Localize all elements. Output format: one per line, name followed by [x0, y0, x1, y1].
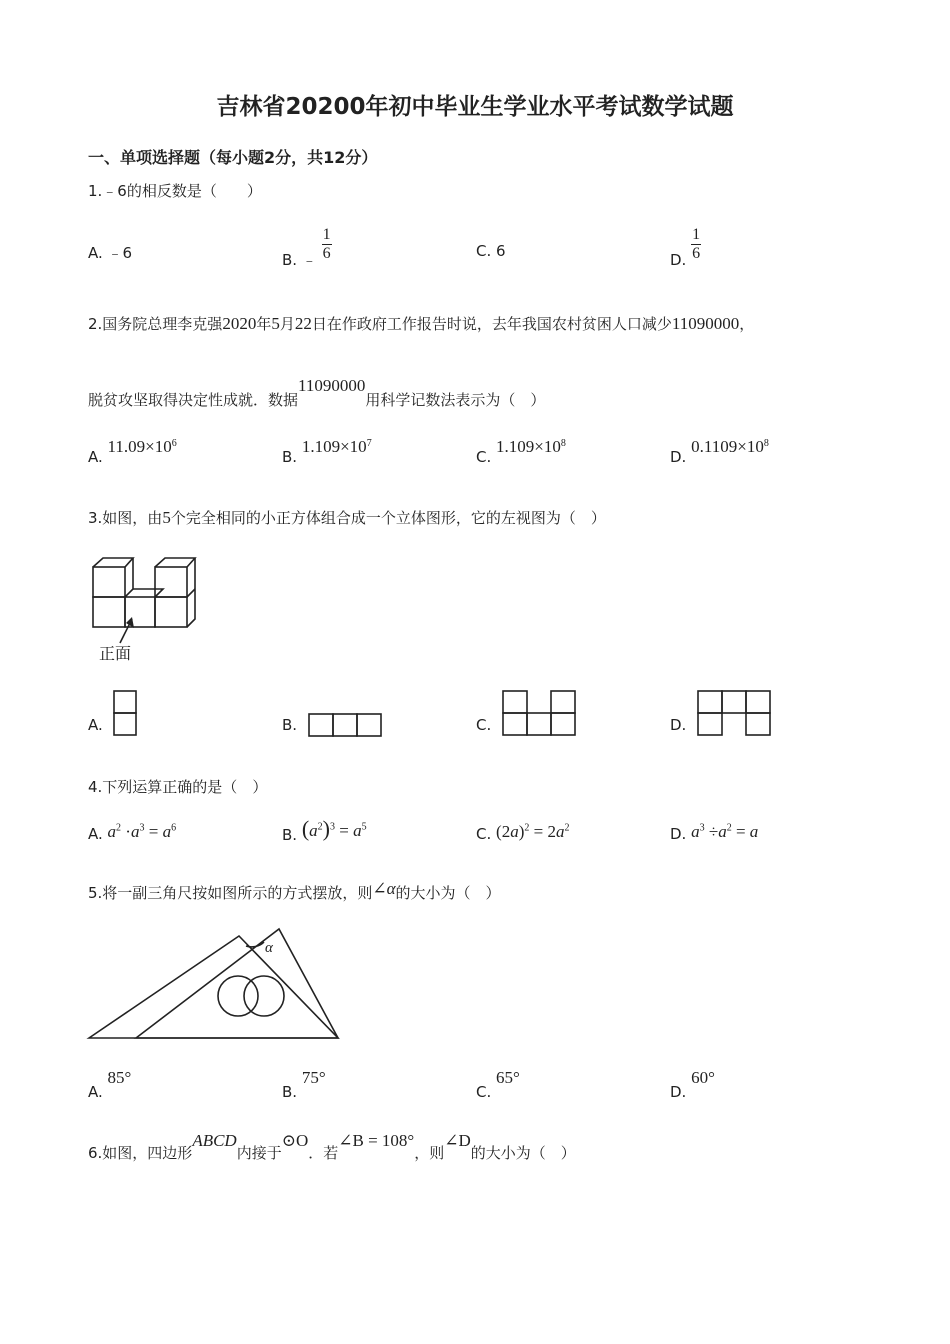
q2-stem-line1: 2.国务院总理李克强2020年5月22日在作政府工作报告时说，去年我国农村贫困人口减少11090000，	[88, 314, 755, 333]
q3-option-b-figure	[308, 713, 384, 739]
q4-option-b: B. $(a^2)^3 = a^5$	[282, 816, 367, 844]
q3-option-c-label: C.	[476, 716, 492, 734]
q5-option-a: A. 85°	[88, 1068, 132, 1101]
front-label: 正面	[99, 644, 132, 663]
q5-option-b: B. 75°	[282, 1068, 326, 1101]
q3-option-b-label: B.	[282, 716, 298, 734]
q2-option-a: A. $11.09\times 10^6$	[88, 437, 177, 466]
q1-option-b: B. ﹣ $\frac{1}{6}$	[282, 226, 331, 269]
q3-option-d-label: D.	[670, 716, 687, 734]
q1-option-c: C. 6	[476, 242, 506, 260]
q2-option-c: C. $1.109\times 10^8$	[476, 437, 566, 466]
q3-option-a-figure	[113, 690, 139, 738]
q2-option-d: D. $0.1109\times 10^8$	[670, 437, 769, 466]
q3-stem: 3.如图，由5个完全相同的小正方体组合成一个立体图形，它的左视图为（ ）	[88, 508, 606, 527]
q6-stem: 6.如图，四边形ABCD内接于⊙O．若∠B = 108°，则∠D的大小为（ ）	[88, 1131, 576, 1162]
page-title: 吉林省20200年初中毕业生学业水平考试数学试题	[216, 94, 734, 120]
q4-option-d: D. $a^3 \div a^2 = a$	[670, 822, 759, 843]
q4-option-a: A. $a^2 \cdot a^3 = a^6$	[88, 822, 177, 843]
section-heading: 一、单项选择题（每小题2分，共12分）	[88, 148, 378, 167]
q4-option-c: C. $(2a)^2 = 2a^2$	[476, 822, 570, 843]
q3-option-a-label: A.	[88, 716, 103, 734]
q5-option-d: D. 60°	[670, 1068, 715, 1101]
q1-option-a: A. ﹣6	[88, 244, 133, 262]
q3-option-d-figure	[697, 690, 773, 738]
q2-stem-line2: 脱贫攻坚取得决定性成就．数据11090000用科学记数法表示为（ ）	[88, 376, 546, 409]
fraction: $\frac{1}{6}$	[692, 226, 701, 262]
q5-stem: 5.将一副三角尺按如图所示的方式摆放，则∠α的大小为（ ）	[88, 879, 501, 902]
fraction: $\frac{1}{6}$	[322, 226, 331, 262]
q1-option-d: D. $\frac{1}{6}$	[670, 226, 701, 269]
q5-option-c: C. 65°	[476, 1068, 520, 1101]
alpha-label: α	[265, 940, 273, 956]
q3-option-c-figure	[502, 690, 578, 738]
triangle-rulers-figure	[88, 928, 348, 1043]
q1-stem: 1.﹣6的相反数是（ ）	[88, 182, 262, 200]
q4-stem: 4.下列运算正确的是（ ）	[88, 778, 268, 796]
q2-option-b: B. $1.109\times 10^7$	[282, 437, 372, 466]
